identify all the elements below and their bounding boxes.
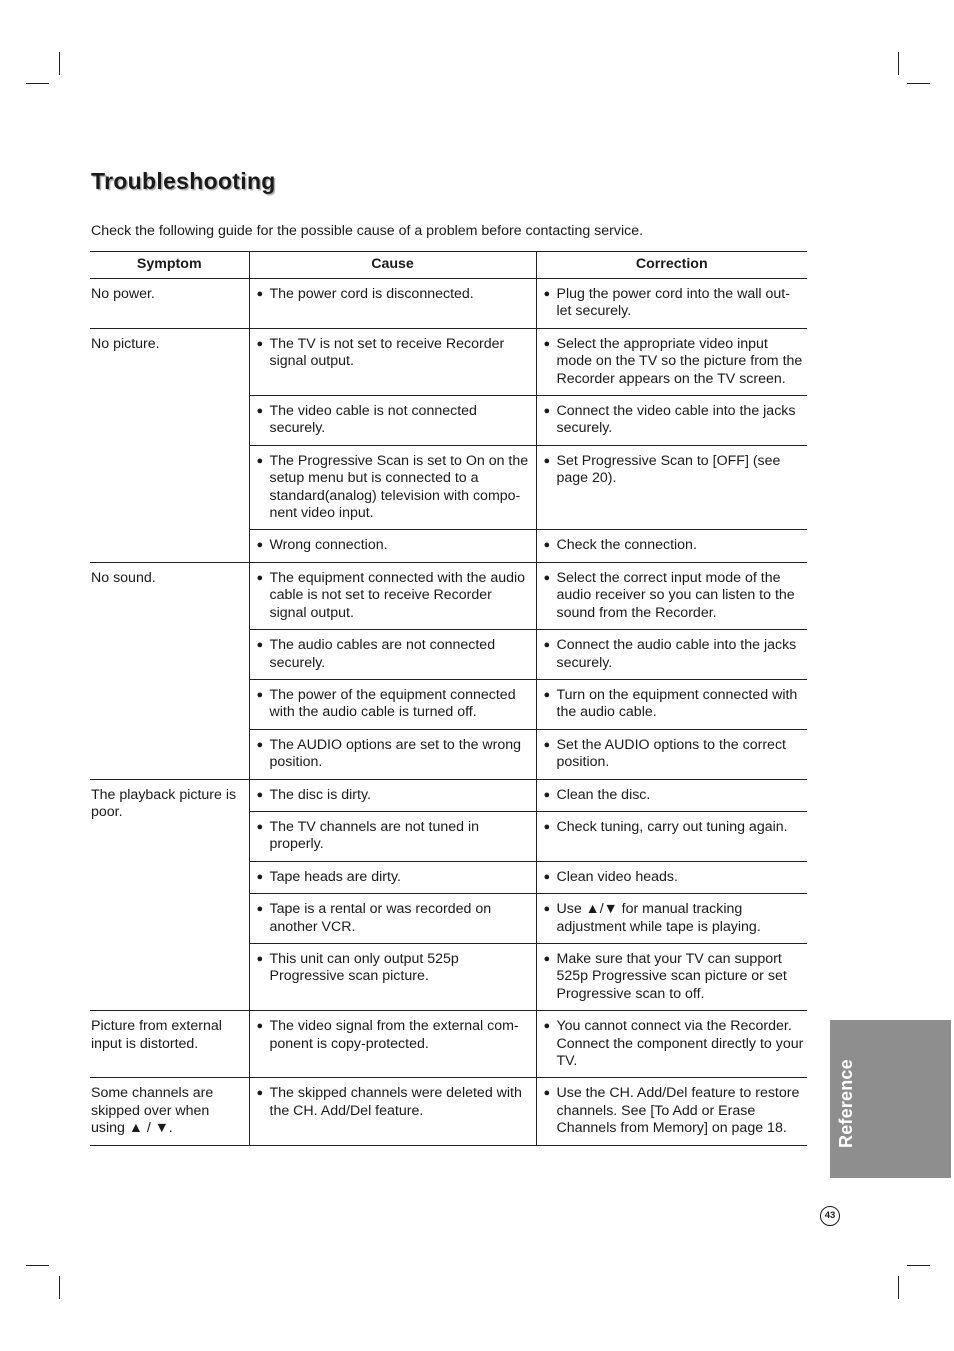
- correction-cell: [536, 530, 807, 562]
- bullet-icon: ●: [256, 903, 264, 916]
- bullet-icon: ●: [543, 952, 551, 965]
- table-row: [90, 328, 807, 395]
- crop-mark: [59, 1276, 60, 1299]
- cause-text: The power cord is disconnected.: [269, 286, 474, 302]
- correction-cell: [536, 861, 807, 893]
- table-row: [90, 1011, 807, 1078]
- correction-text: Plug the power cord into the wall out-let securely.: [556, 286, 790, 320]
- correction-text: Set Progressive Scan to [OFF] (see page 20).: [556, 452, 781, 487]
- correction-text: Set the AUDIO options to the correct position.: [556, 736, 786, 771]
- correction-cell: [536, 679, 807, 729]
- correction-cell: [536, 779, 807, 811]
- bullet-icon: ●: [256, 1087, 264, 1100]
- page-number: 43: [820, 1206, 840, 1226]
- correction-text: Use ▲/▼ for manual tracking adjustment while tape is playing.: [556, 901, 761, 935]
- bullet-icon: ●: [543, 539, 551, 552]
- table-row: [90, 562, 807, 629]
- correction-cell: [536, 894, 807, 944]
- cause-cell: [249, 445, 536, 530]
- troubleshooting-table: [90, 251, 807, 1146]
- bullet-icon: ●: [256, 539, 264, 552]
- correction-cell: [536, 943, 807, 1010]
- correction-cell: [536, 729, 807, 779]
- cause-cell: [249, 679, 536, 729]
- crop-mark: [907, 1265, 930, 1266]
- crop-mark: [907, 83, 930, 84]
- correction-cell: [536, 396, 807, 446]
- bullet-icon: ●: [543, 405, 551, 418]
- crop-mark: [26, 83, 49, 84]
- cause-text: The video cable is not connected securely.: [269, 403, 477, 437]
- bullet-icon: ●: [543, 337, 551, 350]
- bullet-icon: ●: [543, 454, 551, 467]
- cause-text: The TV channels are not tuned in properly.: [269, 818, 480, 853]
- header-cause: Cause: [249, 252, 536, 279]
- bullet-icon: ●: [543, 738, 551, 751]
- bullet-icon: ●: [256, 870, 264, 883]
- correction-text: Make sure that your TV can support 525p Progressive scan picture or set Progressive scan to off.: [556, 950, 787, 1002]
- bullet-icon: ●: [256, 820, 264, 833]
- cause-text: The Progressive Scan is set to On on the setup menu but is connected to a standard(analog) television with compo-nent video input.: [269, 452, 529, 522]
- correction-text: Check the connection.: [556, 537, 697, 554]
- cause-text: The AUDIO options are set to the wrong position.: [269, 736, 522, 771]
- cause-text: This unit can only output 525p Progressive scan picture.: [269, 950, 459, 985]
- crop-mark: [59, 52, 60, 75]
- correction-text: Check tuning, carry out tuning again.: [556, 818, 788, 835]
- bullet-icon: ●: [543, 688, 551, 701]
- cause-cell: [249, 729, 536, 779]
- correction-cell: [536, 1011, 807, 1078]
- cause-text: The TV is not set to receive Recorder signal output.: [269, 335, 505, 370]
- bullet-icon: ●: [256, 405, 264, 418]
- bullet-icon: ●: [256, 1020, 264, 1033]
- bullet-icon: ●: [256, 454, 264, 467]
- correction-text: Select the appropriate video input mode on the TV so the picture from the Recorder appears on the TV screen.: [556, 335, 803, 387]
- correction-text: Connect the video cable into the jacks securely.: [556, 403, 796, 437]
- cause-cell: [249, 779, 536, 811]
- symptom-cell: The playback picture is poor.: [90, 779, 249, 1011]
- cause-text: The skipped channels were deleted with the CH. Add/Del feature.: [269, 1085, 522, 1119]
- bullet-icon: ●: [543, 820, 551, 833]
- correction-cell: [536, 279, 807, 329]
- table-row: [90, 1078, 807, 1145]
- cause-cell: [249, 943, 536, 1010]
- reference-tab-label: Reference: [836, 1059, 856, 1148]
- cause-text: The power of the equipment connected with the audio cable is turned off.: [269, 686, 516, 721]
- symptom-cell: No power.: [90, 279, 249, 329]
- header-correction: Correction: [536, 252, 807, 279]
- cause-text: Tape is a rental or was recorded on another VCR.: [269, 901, 492, 935]
- cause-cell: [249, 1078, 536, 1145]
- symptom-cell: No picture.: [90, 328, 249, 562]
- bullet-icon: ●: [256, 571, 264, 584]
- cause-cell: [249, 894, 536, 944]
- crop-mark: [26, 1265, 49, 1266]
- bullet-icon: ●: [256, 688, 264, 701]
- cause-text: The disc is dirty.: [269, 786, 371, 803]
- cause-text: The equipment connected with the audio cable is not set to receive Recorder signal output.: [269, 569, 526, 621]
- cause-cell: [249, 630, 536, 680]
- correction-cell: [536, 445, 807, 530]
- bullet-icon: ●: [543, 870, 551, 883]
- cause-text: The video signal from the external com-ponent is copy-protected.: [269, 1018, 519, 1052]
- crop-mark: [898, 1276, 899, 1299]
- correction-cell: [536, 811, 807, 861]
- correction-text: You cannot connect via the Recorder. Connect the component directly to your TV.: [556, 1018, 804, 1069]
- table-header-row: [90, 252, 807, 279]
- cause-cell: [249, 328, 536, 395]
- correction-text: Select the correct input mode of the audio receiver so you can listen to the sound from the Recorder.: [556, 569, 795, 621]
- table-row: [90, 779, 807, 811]
- cause-cell: [249, 562, 536, 629]
- cause-text: Tape heads are dirty.: [269, 868, 401, 885]
- correction-cell: [536, 562, 807, 629]
- correction-text: Use the CH. Add/Del feature to restore channels. See [To Add or Erase Channels from Memory] on page 18.: [556, 1085, 800, 1137]
- bullet-icon: ●: [543, 903, 551, 916]
- cause-cell: [249, 396, 536, 446]
- correction-text: Turn on the equipment connected with the audio cable.: [556, 686, 798, 721]
- correction-text: Clean the disc.: [556, 786, 651, 803]
- bullet-icon: ●: [256, 952, 264, 965]
- bullet-icon: ●: [543, 1087, 551, 1100]
- cause-cell: [249, 1011, 536, 1078]
- correction-text: Clean video heads.: [556, 868, 678, 885]
- cause-cell: [249, 279, 536, 329]
- bullet-icon: ●: [256, 337, 264, 350]
- cause-cell: [249, 530, 536, 562]
- correction-text: Connect the audio cable into the jacks securely.: [556, 637, 797, 671]
- cause-cell: [249, 811, 536, 861]
- bullet-icon: ●: [543, 288, 551, 300]
- intro-text: Check the following guide for the possible cause of a problem before contacting service.: [91, 223, 644, 239]
- symptom-cell: No sound.: [90, 562, 249, 779]
- bullet-icon: ●: [256, 788, 264, 801]
- bullet-icon: ●: [543, 788, 551, 801]
- bullet-icon: ●: [543, 571, 551, 584]
- bullet-icon: ●: [256, 288, 264, 300]
- correction-cell: [536, 630, 807, 680]
- crop-mark: [898, 52, 899, 75]
- cause-text: Wrong connection.: [269, 537, 388, 554]
- header-symptom: Symptom: [90, 252, 249, 279]
- symptom-cell: Picture from external input is distorted.: [90, 1011, 249, 1078]
- bullet-icon: ●: [256, 738, 264, 751]
- bullet-icon: ●: [543, 639, 551, 652]
- symptom-cell: Some channels are skipped over when using ▲ / ▼.: [90, 1078, 249, 1145]
- correction-cell: [536, 328, 807, 395]
- correction-cell: [536, 1078, 807, 1145]
- cause-text: The audio cables are not connected securely.: [269, 637, 496, 671]
- bullet-icon: ●: [543, 1020, 551, 1033]
- bullet-icon: ●: [256, 639, 264, 652]
- cause-cell: [249, 861, 536, 893]
- page-title: Troubleshooting: [91, 168, 276, 194]
- table-row: [90, 279, 807, 329]
